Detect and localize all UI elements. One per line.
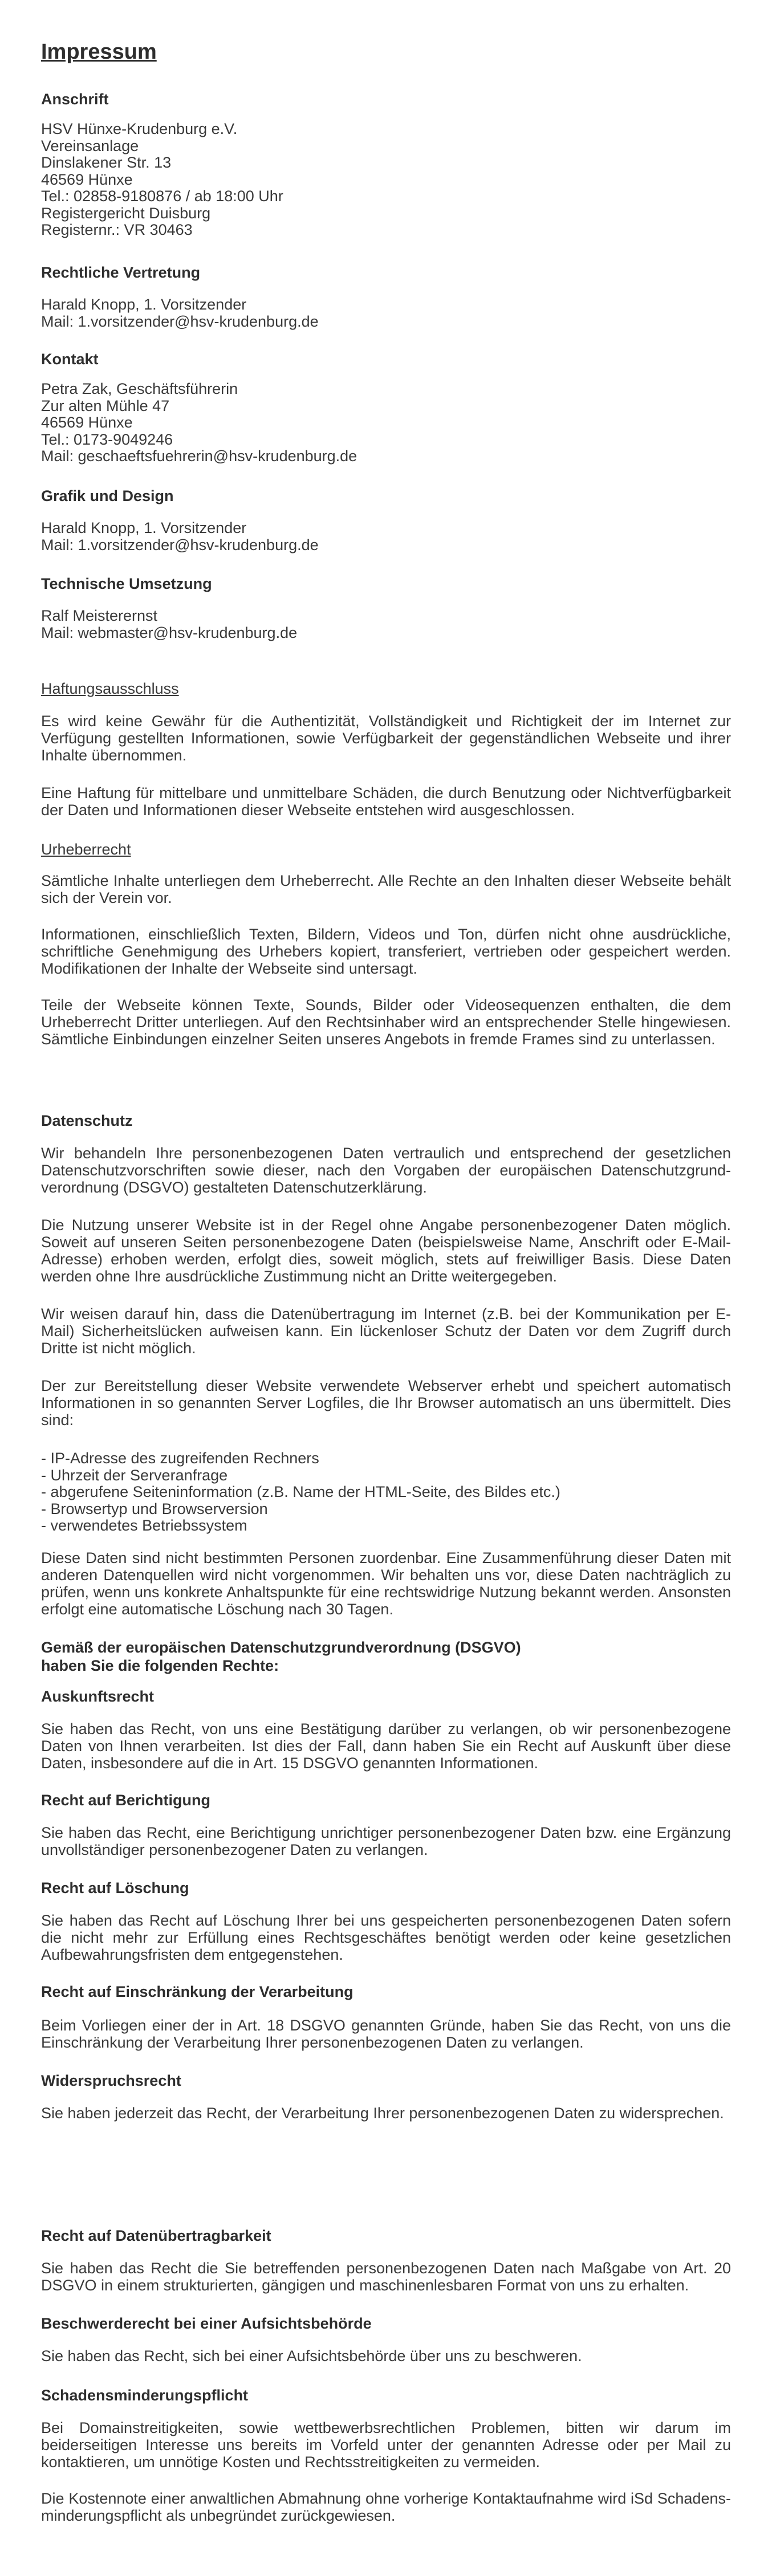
- contact-line: Zur alten Mühle 47: [41, 397, 170, 414]
- uebertragbarkeit-section: [41, 2227, 731, 2245]
- urheber-section: [41, 840, 731, 858]
- haftung-paragraph: Eine Haftung für mittelbare und unmittelbare Schäden, die durch Benutzung oder Nichtverfügbarkeit der Daten und Informationen dieser Webseite entstehen wird ausgeschlossen.: [41, 784, 731, 819]
- datenschutz-p2-wrap: [41, 1216, 731, 1285]
- dsgvo-heading: [41, 1638, 731, 1675]
- loeschung-section: [41, 1879, 731, 1897]
- datenschutz-paragraph: Der zur Bereitstellung dieser Website verwendete Webserver erhebt und speichert automatisch Informationen in so genannten Server Logfiles, die Ihr Browser automatisch an uns übermittelt. Dies sind:: [41, 1377, 731, 1429]
- list-item: - Browsertyp und Browserversion: [41, 1500, 268, 1517]
- contact-line: Tel.: 0173-9049246: [41, 430, 173, 448]
- einschraenkung-text-wrap: [41, 2017, 731, 2051]
- auskunft-text: Sie haben das Recht, von uns eine Bestätigung darüber zu verlangen, ob wir personenbezogene Daten von Ihnen verarbeiten. Ist dies der Fall, dann haben Sie ein Recht auf Auskunft über diese Daten, insbesondere auf die in Art. 15 DSGVO genannten Informationen.: [41, 1720, 731, 1772]
- vertretung-heading: Rechtliche Vertretung: [41, 264, 201, 281]
- logfile-list: [41, 1450, 731, 1535]
- loeschung-text: Sie haben das Recht auf Löschung Ihrer bei uns gespeicherten personenbezogenen Daten sofern die nicht mehr zur Erfüllung eines Rechtsgeschäftes benötigt werden oder keine gesetzlichen Aufbewahrungsfristen dem entgegenstehen.: [41, 1912, 731, 1963]
- datenschutz-paragraph: Die Nutzung unserer Website ist in der Regel ohne Angabe personenbezogener Daten möglich. Soweit auf unseren Seiten personenbezogene Daten (beispielsweise Name, Anschrift oder E-Mail-Adresse) erhoben werden, erfolgt dies, soweit möglich, stets auf freiwilliger Basis. Diese Daten werden ohne Ihre ausdrückliche Zustimmung nicht an Dritte weitergegeben.: [41, 1216, 731, 1285]
- contact-line: Mail: 1.vorsitzender@hsv-krudenburg.de: [41, 536, 319, 554]
- haftung-heading: Haftungsausschluss: [41, 680, 179, 697]
- urheber-p2-wrap: [41, 926, 731, 977]
- contact-line: Mail: 1.vorsitzender@hsv-krudenburg.de: [41, 312, 319, 330]
- grafik-heading: Grafik und Design: [41, 487, 174, 504]
- einschraenkung-text: Beim Vorliegen einer der in Art. 18 DSGVO genannten Gründe, haben Sie das Recht, von uns die Einschränkung der Verarbeitung Ihrer personenbezogenen Daten zu verlangen.: [41, 2017, 731, 2051]
- address-line: Registergericht Duisburg: [41, 204, 211, 222]
- technik-section: [41, 575, 731, 593]
- beschwerde-heading: Beschwerderecht bei einer Aufsichtsbehörde: [41, 2315, 372, 2332]
- widerspruch-text: Sie haben jederzeit das Recht, der Verarbeitung Ihrer personenbezogenen Daten zu widersprechen.: [41, 2105, 724, 2122]
- berichtigung-text-wrap: [41, 1824, 731, 1858]
- technik-lines: [41, 608, 731, 641]
- haftung-p2-wrap: [41, 784, 731, 819]
- urheber-p3-wrap: [41, 996, 731, 1048]
- list-item: - abgerufene Seiteninformation (z.B. Name der HTML-Seite, des Bildes etc.): [41, 1483, 560, 1500]
- dsgvo-heading-line: haben Sie die folgenden Rechte:: [41, 1657, 279, 1674]
- beschwerde-text-wrap: [41, 2347, 731, 2365]
- haftung-paragraph: Es wird keine Gewähr für die Authentizität, Vollständigkeit und Richtigkeit der im Internet zur Verfügung gestellten Informationen, sowie Verfügbarkeit der gegenständlichen Webseite und ihrer Inhalte übernommen.: [41, 713, 731, 764]
- vertretung-section: [41, 263, 731, 282]
- schaden-text: Die Kostennote einer anwaltlichen Abmahnung ohne vorherige Kontaktaufnahme wird iSd Schadensminderungspflicht als unbegründet zurückgewiesen.: [41, 2490, 731, 2524]
- technik-heading: Technische Umsetzung: [41, 575, 212, 592]
- dsgvo-heading-wrap: [41, 1638, 731, 1675]
- uebertragbarkeit-text: Sie haben das Recht die Sie betreffenden personenbezogenen Daten nach Maßgabe von Art. 20 DSGVO in einem strukturierten, gängigen und maschinenlesbaren Format von uns zu erhalten.: [41, 2260, 731, 2294]
- schaden-section: [41, 2386, 731, 2404]
- schaden-text1-wrap: [41, 2419, 731, 2471]
- einschraenkung-heading: Recht auf Einschränkung der Verarbeitung: [41, 1983, 354, 2000]
- schaden-text: Bei Domainstreitigkeiten, sowie wettbewerbsrechtlichen Problemen, bitten wir darum im beiderseitigen Interesse uns bereits im Vorfeld unter der genannten Adresse oder per Mail zu kontaktieren, um unnötige Kosten und Rechtsstreitigkeiten zu vermeiden.: [41, 2419, 731, 2471]
- contact-line: Mail: geschaeftsfuehrerin@hsv-krudenburg.de: [41, 447, 357, 465]
- dsgvo-heading-line: Gemäß der europäischen Datenschutzgrundverordnung (DSGVO): [41, 1639, 521, 1656]
- datenschutz-paragraph: Diese Daten sind nicht bestimmten Personen zuordenbar. Eine Zusammenführung dieser Daten mit anderen Datenquellen wird nicht vorgenommen. Wir behalten uns vor, diese Daten nachträglich zu prüfen, wenn uns konkrete Anhaltspunkte für eine rechtswidrige Nutzung bekannt werden. Ansonsten erfolgt eine automatische Löschung nach 30 Tagen.: [41, 1549, 731, 1618]
- anschrift-heading: Anschrift: [41, 91, 109, 108]
- auskunft-heading: Auskunftsrecht: [41, 1688, 155, 1705]
- urheber-paragraph: Informationen, einschließlich Texten, Bildern, Videos und Ton, dürfen nicht ohne ausdrückliche, schriftliche Genehmigung des Urhebers kopiert, transferiert, vertrieben oder gespeichert werden. Modifikationen der Inhalte der Webseite sind untersagt.: [41, 926, 731, 977]
- address-line: Registernr.: VR 30463: [41, 221, 193, 238]
- address-line: Dinslakener Str. 13: [41, 154, 172, 171]
- beschwerde-section: [41, 2314, 731, 2333]
- grafik-section: [41, 487, 731, 505]
- loeschung-heading: Recht auf Löschung: [41, 1879, 189, 1897]
- kontakt-heading: Kontakt: [41, 351, 99, 368]
- list-item: - IP-Adresse des zugreifenden Rechners: [41, 1450, 319, 1467]
- anschrift-lines: [41, 121, 731, 239]
- berichtigung-text: Sie haben das Recht, eine Berichtigung unrichtiger personenbezogener Daten bzw. eine Ergänzung unvollständiger personenbezogener Daten zu verlangen.: [41, 1824, 731, 1858]
- widerspruch-heading: Widerspruchsrecht: [41, 2072, 181, 2089]
- uebertragbarkeit-text-wrap: [41, 2260, 731, 2294]
- einschraenkung-section: [41, 1983, 731, 2001]
- contact-line: 46569 Hünxe: [41, 414, 133, 431]
- contact-line: Harald Knopp, 1. Vorsitzender: [41, 519, 247, 536]
- datenschutz-p4-wrap: [41, 1377, 731, 1429]
- schaden-text2-wrap: [41, 2490, 731, 2524]
- datenschutz-heading: Datenschutz: [41, 1112, 133, 1129]
- contact-line: Petra Zak, Geschäftsführerin: [41, 380, 238, 397]
- widerspruch-section: [41, 2072, 731, 2090]
- page-title: Impressum: [41, 40, 157, 64]
- beschwerde-text: Sie haben das Recht, sich bei einer Aufsichtsbehörde über uns zu beschweren.: [41, 2347, 582, 2365]
- datenschutz-p3-wrap: [41, 1305, 731, 1357]
- haftung-section: [41, 679, 731, 698]
- schaden-heading: Schadensminderungspflicht: [41, 2387, 249, 2404]
- list-item: - Uhrzeit der Serveranfrage: [41, 1466, 228, 1484]
- datenschutz-p1-wrap: [41, 1145, 731, 1196]
- datenschutz-paragraph: Wir weisen darauf hin, dass die Datenübertragung im Internet (z.B. bei der Kommunikation per E-Mail) Sicherheitslücken aufweisen kann. Ein lückenloser Schutz der Daten vor dem Zugriff durch Dritte ist nicht möglich.: [41, 1305, 731, 1357]
- loeschung-text-wrap: [41, 1912, 731, 1963]
- datenschutz-p5-wrap: [41, 1549, 731, 1618]
- kontakt-lines: [41, 381, 731, 465]
- address-line: Tel.: 02858-9180876 / ab 18:00 Uhr: [41, 188, 283, 205]
- widerspruch-text-wrap: [41, 2105, 731, 2122]
- contact-line: Mail: webmaster@hsv-krudenburg.de: [41, 624, 298, 641]
- uebertragbarkeit-heading: Recht auf Datenübertragbarkeit: [41, 2227, 271, 2244]
- grafik-lines: [41, 520, 731, 554]
- berichtigung-section: [41, 1791, 731, 1809]
- urheber-paragraph: Sämtliche Inhalte unterliegen dem Urheberrecht. Alle Rechte an den Inhalten dieser Webseite behält sich der Verein vor.: [41, 872, 731, 906]
- datenschutz-section: [41, 1112, 731, 1130]
- urheber-p1-wrap: [41, 872, 731, 906]
- address-line: HSV Hünxe-Krudenburg e.V.: [41, 120, 238, 137]
- contact-line: Ralf Meisterernst: [41, 607, 158, 624]
- contact-line: Harald Knopp, 1. Vorsitzender: [41, 296, 247, 313]
- list-item: - verwendetes Betriebssystem: [41, 1517, 247, 1534]
- auskunft-text-wrap: [41, 1720, 731, 1772]
- address-line: Vereinsanlage: [41, 137, 139, 154]
- urheber-heading: Urheberrecht: [41, 841, 131, 858]
- auskunft-section: [41, 1687, 731, 1706]
- datenschutz-paragraph: Wir behandeln Ihre personenbezogenen Daten vertraulich und entsprechend der gesetzlichen Datenschutzvorschriften sowie dieser, nach den Vorgaben der europäischen Datenschutzgrundverordnung (DSGVO) gestalteten Datenschutzerklärung.: [41, 1145, 731, 1196]
- anschrift-section: [41, 90, 731, 108]
- urheber-paragraph: Teile der Webseite können Texte, Sounds, Bilder oder Videosequenzen enthalten, die dem Urheberrecht Dritter unterliegen. Auf den Rechtsinhaber wird an entsprechender Stelle hingewiesen. Sämtliche Einbindungen einzelner Seiten unseres Angebots in fremde Frames sind zu unterlassen.: [41, 996, 731, 1048]
- logfile-list-wrap: [41, 1450, 731, 1535]
- haftung-p1-wrap: [41, 713, 731, 764]
- address-line: 46569 Hünxe: [41, 170, 133, 188]
- berichtigung-heading: Recht auf Berichtigung: [41, 1792, 211, 1809]
- vertretung-lines: [41, 296, 731, 330]
- kontakt-section: [41, 350, 731, 368]
